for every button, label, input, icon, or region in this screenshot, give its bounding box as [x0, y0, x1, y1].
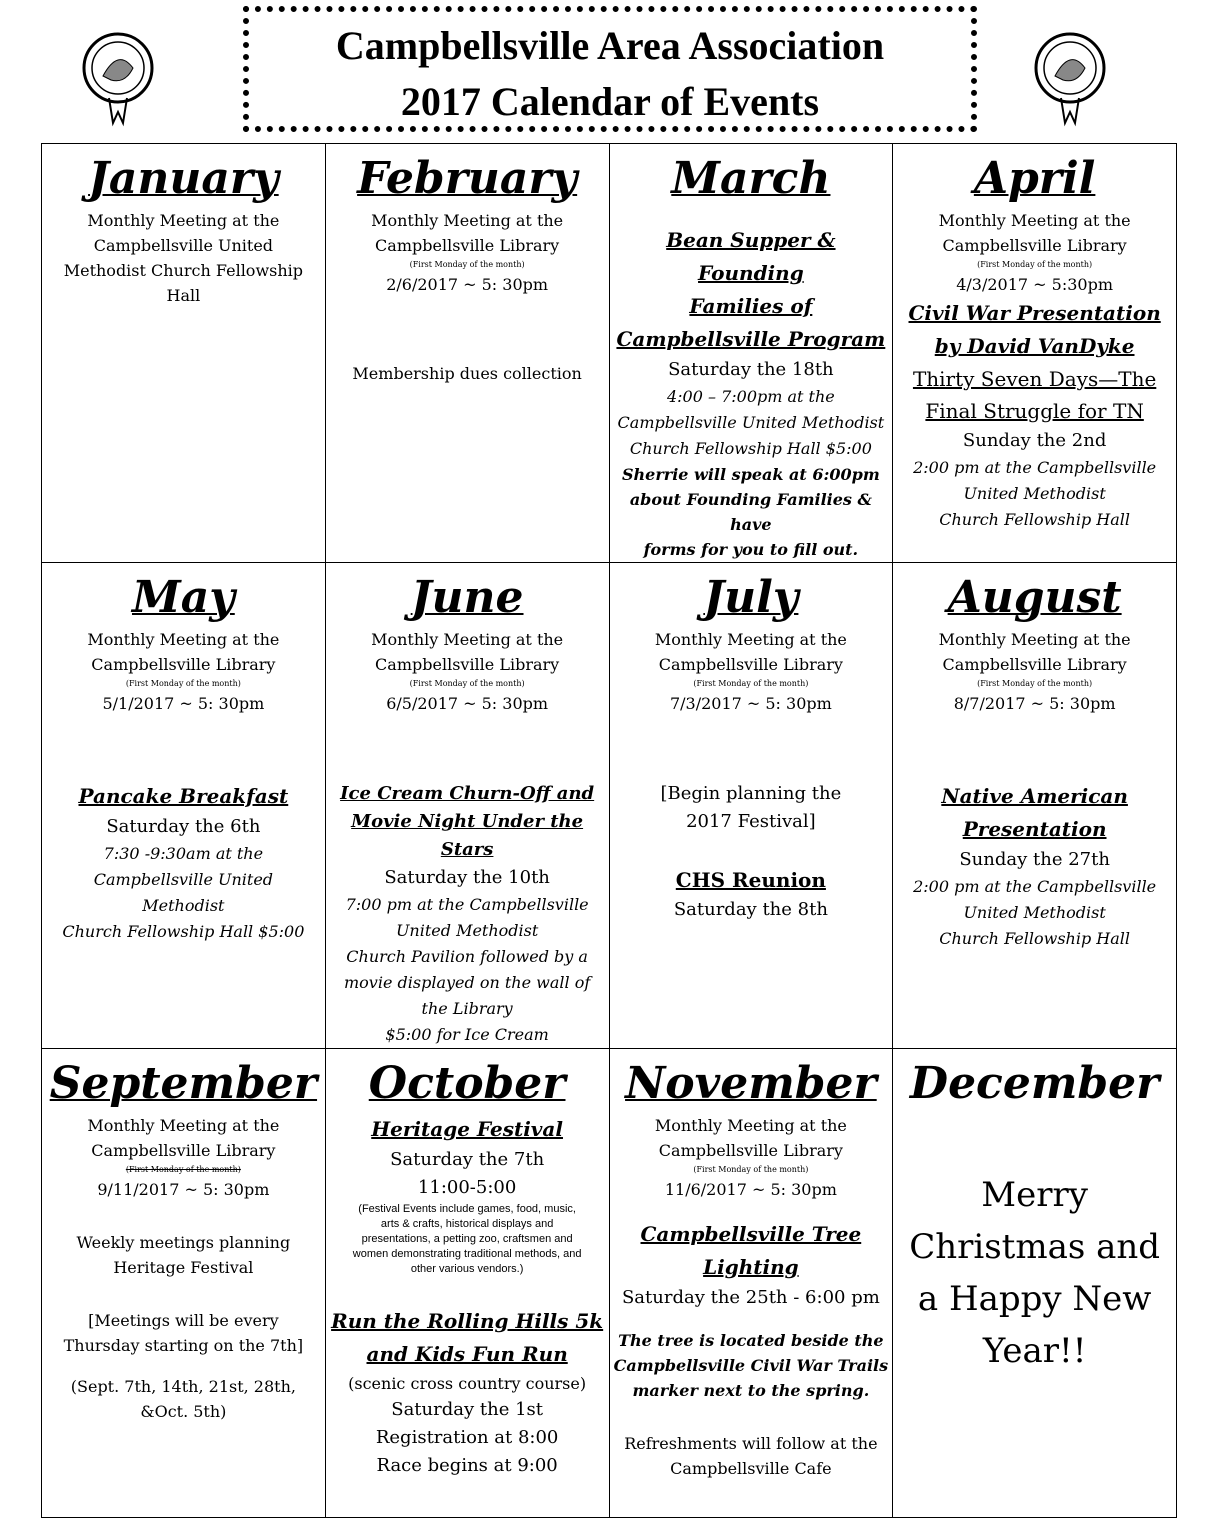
event-text: Membership dues collection: [352, 364, 582, 383]
event-text: Weekly meetings planning: [76, 1233, 291, 1252]
month-cell-march: [609, 144, 893, 563]
event-note: (First Monday of the month): [693, 1165, 809, 1174]
event-title: Campbellsville Tree: [640, 1222, 862, 1246]
month-name: December: [909, 1058, 1160, 1109]
event-note: marker next to the spring.: [632, 1381, 870, 1400]
event-text: Monthly Meeting at the: [654, 1116, 847, 1135]
month-name: July: [703, 572, 799, 623]
event-title: Pancake Breakfast: [78, 784, 289, 808]
month-name: October: [368, 1058, 566, 1109]
event-note: Sherrie will speak at 6:00pm: [621, 465, 880, 484]
event-day: Sunday the 2nd: [962, 430, 1107, 451]
event-note: about Founding Families & have: [629, 490, 872, 534]
event-details: Campbellsville United Methodist: [617, 413, 885, 432]
month-cell-may: [42, 563, 326, 1049]
event-details: Church Fellowship Hall $5:00: [62, 922, 305, 941]
event-details: 7:00 pm at the Campbellsville: [345, 895, 589, 914]
month-cell-august: [893, 563, 1177, 1049]
event-text: Monthly Meeting at the: [87, 630, 280, 649]
event-title: Campbellsville Program: [616, 327, 886, 351]
event-title: Lighting: [703, 1255, 799, 1279]
event-details: 2:00 pm at the Campbellsville: [913, 877, 1157, 896]
event-text: Monthly Meeting at the: [938, 630, 1131, 649]
event-day: Saturday the 25th - 6:00 pm: [621, 1287, 880, 1308]
event-text: Campbellsville Cafe: [670, 1459, 832, 1478]
event-title: Ice Cream Churn-Off and: [340, 783, 595, 804]
event-details: Church Pavilion followed by a: [346, 947, 588, 966]
month-cell-october: [325, 1049, 609, 1518]
event-title: Run the Rolling Hills 5k: [331, 1309, 604, 1333]
event-text: Methodist Church Fellowship: [63, 261, 304, 280]
calendar-header: [243, 6, 977, 132]
event-date: 9/11/2017 ~ 5: 30pm: [97, 1180, 270, 1199]
event-date: 4/3/2017 ~ 5:30pm: [956, 275, 1114, 294]
event-title: Heritage Festival: [371, 1117, 563, 1141]
event-note: (First Monday of the month): [693, 679, 809, 688]
month-cell-july: [609, 563, 893, 1049]
month-cell-april: [893, 144, 1177, 563]
event-details: Church Fellowship Hall: [939, 510, 1131, 529]
event-details: United Methodist: [395, 921, 539, 940]
event-text: Campbellsville Library: [91, 1141, 276, 1160]
event-details: 4:00 – 7:00pm at the: [666, 387, 835, 406]
event-note: (First Monday of the month): [409, 260, 525, 269]
event-text: Campbellsville Library: [91, 655, 276, 674]
event-note: Campbellsville Civil War Trails: [613, 1356, 889, 1375]
month-name: November: [625, 1058, 877, 1109]
event-title: by David VanDyke: [934, 334, 1135, 358]
event-date: 5/1/2017 ~ 5: 30pm: [102, 694, 265, 713]
holiday-greeting: Year!!: [982, 1331, 1087, 1371]
month-name: January: [88, 153, 279, 204]
event-title: CHS Reunion: [675, 868, 826, 892]
event-day: Saturday the 1st: [391, 1399, 543, 1420]
event-title: Families of: [689, 294, 813, 318]
event-date: 8/7/2017 ~ 5: 30pm: [953, 694, 1116, 713]
month-cell-june: [325, 563, 609, 1049]
calendar-grid: [41, 143, 1177, 1518]
event-title: Bean Supper & Founding: [666, 228, 836, 285]
clan-crest-icon: [1025, 28, 1115, 128]
calendar-title: 2017 Calendar of Events: [400, 79, 820, 124]
event-title: Civil War Presentation: [908, 301, 1161, 325]
event-day: Saturday the 18th: [668, 359, 834, 380]
event-day: Saturday the 6th: [106, 816, 261, 837]
holiday-greeting: Christmas and: [909, 1227, 1161, 1267]
event-details: movie displayed on the wall of: [344, 973, 591, 992]
event-details: 7:30 -9:30am at the: [103, 844, 264, 863]
event-day: Saturday the 7th: [390, 1149, 545, 1170]
event-text: [Begin planning the: [660, 783, 842, 804]
event-details: Campbellsville United: [93, 870, 274, 889]
month-name: August: [947, 572, 1122, 623]
event-text: Monthly Meeting at the: [654, 630, 847, 649]
event-text: Campbellsville Library: [658, 655, 843, 674]
event-note: forms for you to fill out.: [643, 540, 859, 559]
event-note: (First Monday of the month): [977, 260, 1093, 269]
month-name: September: [49, 1058, 318, 1109]
clan-crest-icon: [73, 28, 163, 128]
event-details: 2:00 pm at the Campbellsville: [913, 458, 1157, 477]
event-note: (First Monday of the month): [409, 679, 525, 688]
holiday-greeting: Merry: [981, 1175, 1088, 1215]
month-cell-january: [42, 144, 326, 563]
month-name: March: [671, 153, 831, 204]
event-note: The tree is located beside the: [618, 1331, 884, 1350]
association-title: Campbellsville Area Association: [335, 23, 885, 68]
event-details: Church Fellowship Hall $5:00: [629, 439, 872, 458]
event-text: Campbellsville Library: [658, 1141, 843, 1160]
event-text: Campbellsville Library: [375, 655, 560, 674]
event-details: Church Fellowship Hall: [939, 929, 1131, 948]
holiday-greeting: a Happy New: [917, 1279, 1152, 1319]
event-text: Monthly Meeting at the: [938, 211, 1131, 230]
event-details: the Library: [421, 999, 513, 1018]
event-text: Monthly Meeting at the: [87, 1116, 280, 1135]
month-cell-september: [42, 1049, 326, 1518]
event-day: Sunday the 27th: [959, 849, 1110, 870]
event-text: Monthly Meeting at the: [371, 211, 564, 230]
event-text: Refreshments will follow at the: [624, 1434, 878, 1453]
event-title: Native American: [941, 784, 1128, 808]
event-subtitle: Thirty Seven Days—The: [912, 367, 1157, 391]
month-name: May: [131, 572, 235, 623]
event-details: (Festival Events include games, food, music, arts & crafts, historical displays and presentations, a petting zoo, craftsmen and women demonstrating traditional methods, and other various vendors.): [352, 1203, 582, 1275]
event-text: (scenic cross country course): [348, 1374, 587, 1393]
month-name: June: [410, 572, 524, 623]
event-text: Campbellsville Library: [375, 236, 560, 255]
event-title: Movie Night Under the Stars: [351, 811, 584, 860]
event-details: United Methodist: [963, 484, 1106, 503]
event-text: Monthly Meeting at the: [87, 211, 280, 230]
event-text: Heritage Festival: [113, 1258, 254, 1277]
event-note: (First Monday of the month): [125, 1165, 241, 1174]
event-note: (First Monday of the month): [125, 679, 241, 688]
month-name: February: [357, 153, 578, 204]
event-time: 11:00-5:00: [417, 1177, 517, 1198]
event-title: Presentation: [962, 817, 1107, 841]
event-text: (Sept. 7th, 14th, 21st, 28th,: [70, 1377, 296, 1396]
event-day: Saturday the 10th: [384, 867, 550, 888]
event-title: and Kids Fun Run: [366, 1342, 568, 1366]
event-text: Hall: [166, 286, 201, 305]
event-text: &Oct. 5th): [140, 1402, 227, 1421]
event-time: Race begins at 9:00: [376, 1455, 558, 1476]
event-date: 7/3/2017 ~ 5: 30pm: [669, 694, 832, 713]
event-date: 11/6/2017 ~ 5: 30pm: [664, 1180, 837, 1199]
event-details: $5:00 for Ice Cream: [385, 1025, 549, 1044]
event-details: United Methodist: [963, 903, 1106, 922]
month-cell-february: [325, 144, 609, 563]
event-text: 2017 Festival]: [686, 811, 816, 832]
month-name: April: [973, 153, 1096, 204]
event-details: Methodist: [142, 896, 225, 915]
event-time: Registration at 8:00: [375, 1427, 559, 1448]
month-cell-december: [893, 1049, 1177, 1518]
event-text: Campbellsville United: [93, 236, 274, 255]
event-text: Campbellsville Library: [942, 236, 1127, 255]
month-cell-november: [609, 1049, 893, 1518]
event-text: [Meetings will be every: [88, 1311, 279, 1330]
event-text: Monthly Meeting at the: [371, 630, 564, 649]
event-text: Thursday starting on the 7th]: [63, 1336, 304, 1355]
event-note: (First Monday of the month): [977, 679, 1093, 688]
event-day: Saturday the 8th: [673, 899, 828, 920]
event-text: Campbellsville Library: [942, 655, 1127, 674]
event-date: 6/5/2017 ~ 5: 30pm: [386, 694, 549, 713]
event-date: 2/6/2017 ~ 5: 30pm: [386, 275, 549, 294]
event-subtitle: Final Struggle for TN: [925, 399, 1144, 423]
